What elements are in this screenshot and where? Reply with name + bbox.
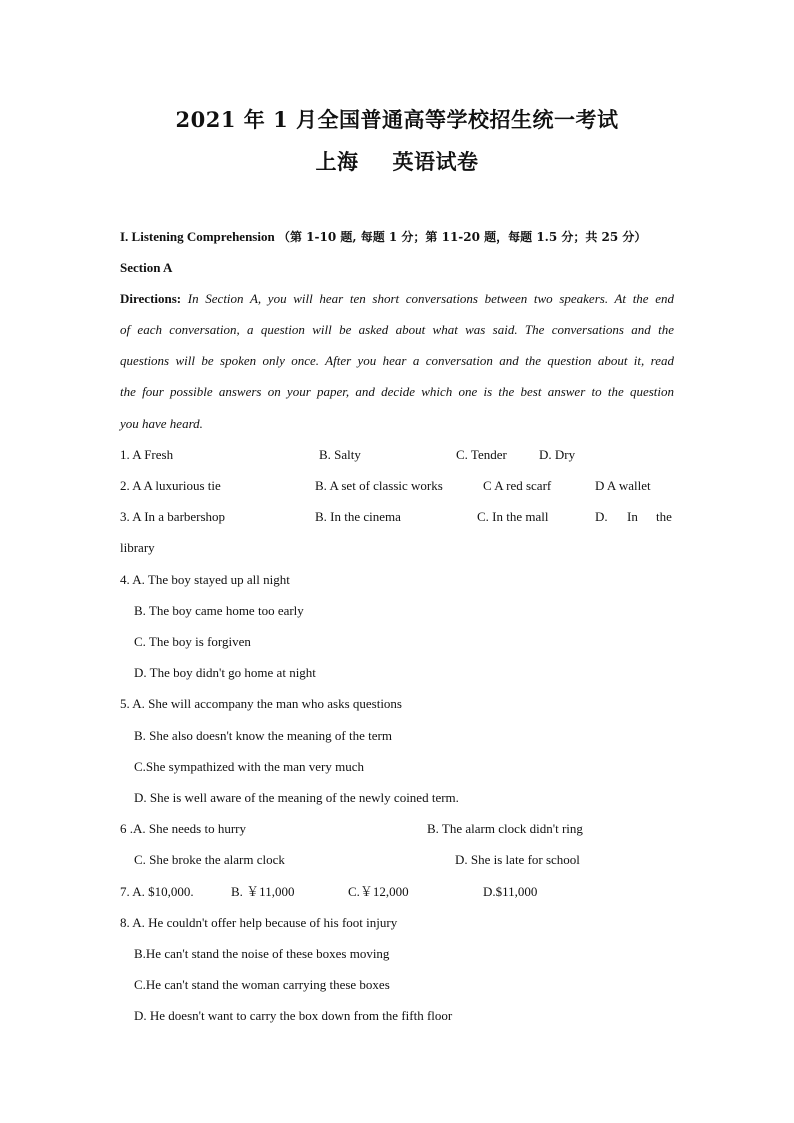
directions-line: you have heard.	[120, 416, 203, 431]
directions-text: In Section A, you will hear ten short conversations between two speakers. At the end	[181, 291, 674, 306]
q8-option-b: B.He can't stand the noise of these boxes moving	[134, 946, 390, 961]
q3-option-d-wrap: library	[120, 540, 155, 555]
q1-option-d: D. Dry	[539, 447, 576, 462]
q2-option-c: C A red scarf	[483, 478, 552, 493]
directions-line	[120, 291, 674, 307]
part-heading	[120, 229, 646, 245]
exam-subtitle	[0, 146, 794, 176]
directions-line: the four possible answers on your paper, and decide which one is the best answer to the question	[120, 384, 674, 399]
q5-option-b: B. She also doesn't know the meaning of the term	[134, 728, 392, 743]
q4-option-c: C. The boy is forgiven	[134, 634, 251, 649]
exam-title: 2021 年 1 月全国普通高等学校招生统一考试	[175, 107, 619, 132]
q3-option-b: B. In the cinema	[315, 509, 401, 524]
directions-label: Directions:	[120, 291, 182, 306]
q1-option-c: C. Tender	[456, 447, 507, 462]
q8-option-c: C.He can't stand the woman carrying these boxes	[134, 977, 390, 992]
q1-option-b: B. Salty	[319, 447, 361, 462]
q5-option-c: C.She sympathized with the man very much	[134, 759, 364, 774]
subtitle-subject: 英语试卷	[392, 149, 479, 174]
part-title: I. Listening Comprehension	[120, 229, 275, 244]
q2-option-b: B. A set of classic works	[315, 478, 443, 493]
q3-option-d-word: the	[656, 509, 672, 524]
q8-option-a: 8. A. He couldn't offer help because of his foot injury	[120, 915, 398, 930]
q8-option-d: D. He doesn't want to carry the box down from the fifth floor	[134, 1008, 453, 1023]
part-scoring: （第 1-10 题, 每题 1 分；第 11-20 题，每题 1.5 分；共 25 分）	[277, 230, 647, 244]
q6-option-a: 6 .A. She needs to hurry	[120, 821, 247, 836]
q3-option-d-label: D.	[595, 509, 608, 524]
q6-option-b: B. The alarm clock didn't ring	[427, 821, 583, 836]
q4-option-a: 4. A. The boy stayed up all night	[120, 572, 290, 587]
q5-option-a: 5. A. She will accompany the man who asks questions	[120, 696, 402, 711]
q3-option-c: C. In the mall	[477, 509, 549, 524]
q1-option-a: 1. A Fresh	[120, 447, 174, 462]
q7-option-b: B. ￥11,000	[231, 884, 295, 899]
q3-option-a: 3. A In a barbershop	[120, 509, 226, 524]
q2-option-a: 2. A A luxurious tie	[120, 478, 221, 493]
directions-line: of each conversation, a question will be asked about what was said. The conversations and the	[120, 322, 674, 337]
q7-option-c: C.￥12,000	[348, 884, 409, 899]
q6-option-c: C. She broke the alarm clock	[134, 852, 285, 867]
directions-line: questions will be spoken only once. After you hear a conversation and the question about it, read	[120, 353, 674, 368]
section-heading: Section A	[120, 260, 173, 275]
q7-option-d: D.$11,000	[483, 884, 538, 899]
q2-option-d: D A wallet	[595, 478, 651, 493]
q5-option-d: D. She is well aware of the meaning of the newly coined term.	[134, 790, 459, 805]
subtitle-region: 上海	[315, 149, 359, 174]
q7-option-a: 7. A. $10,000.	[120, 884, 194, 899]
q4-option-b: B. The boy came home too early	[134, 603, 304, 618]
q3-option-d-word: In	[627, 509, 638, 524]
q6-option-d: D. She is late for school	[455, 852, 580, 867]
q4-option-d: D. The boy didn't go home at night	[134, 665, 316, 680]
